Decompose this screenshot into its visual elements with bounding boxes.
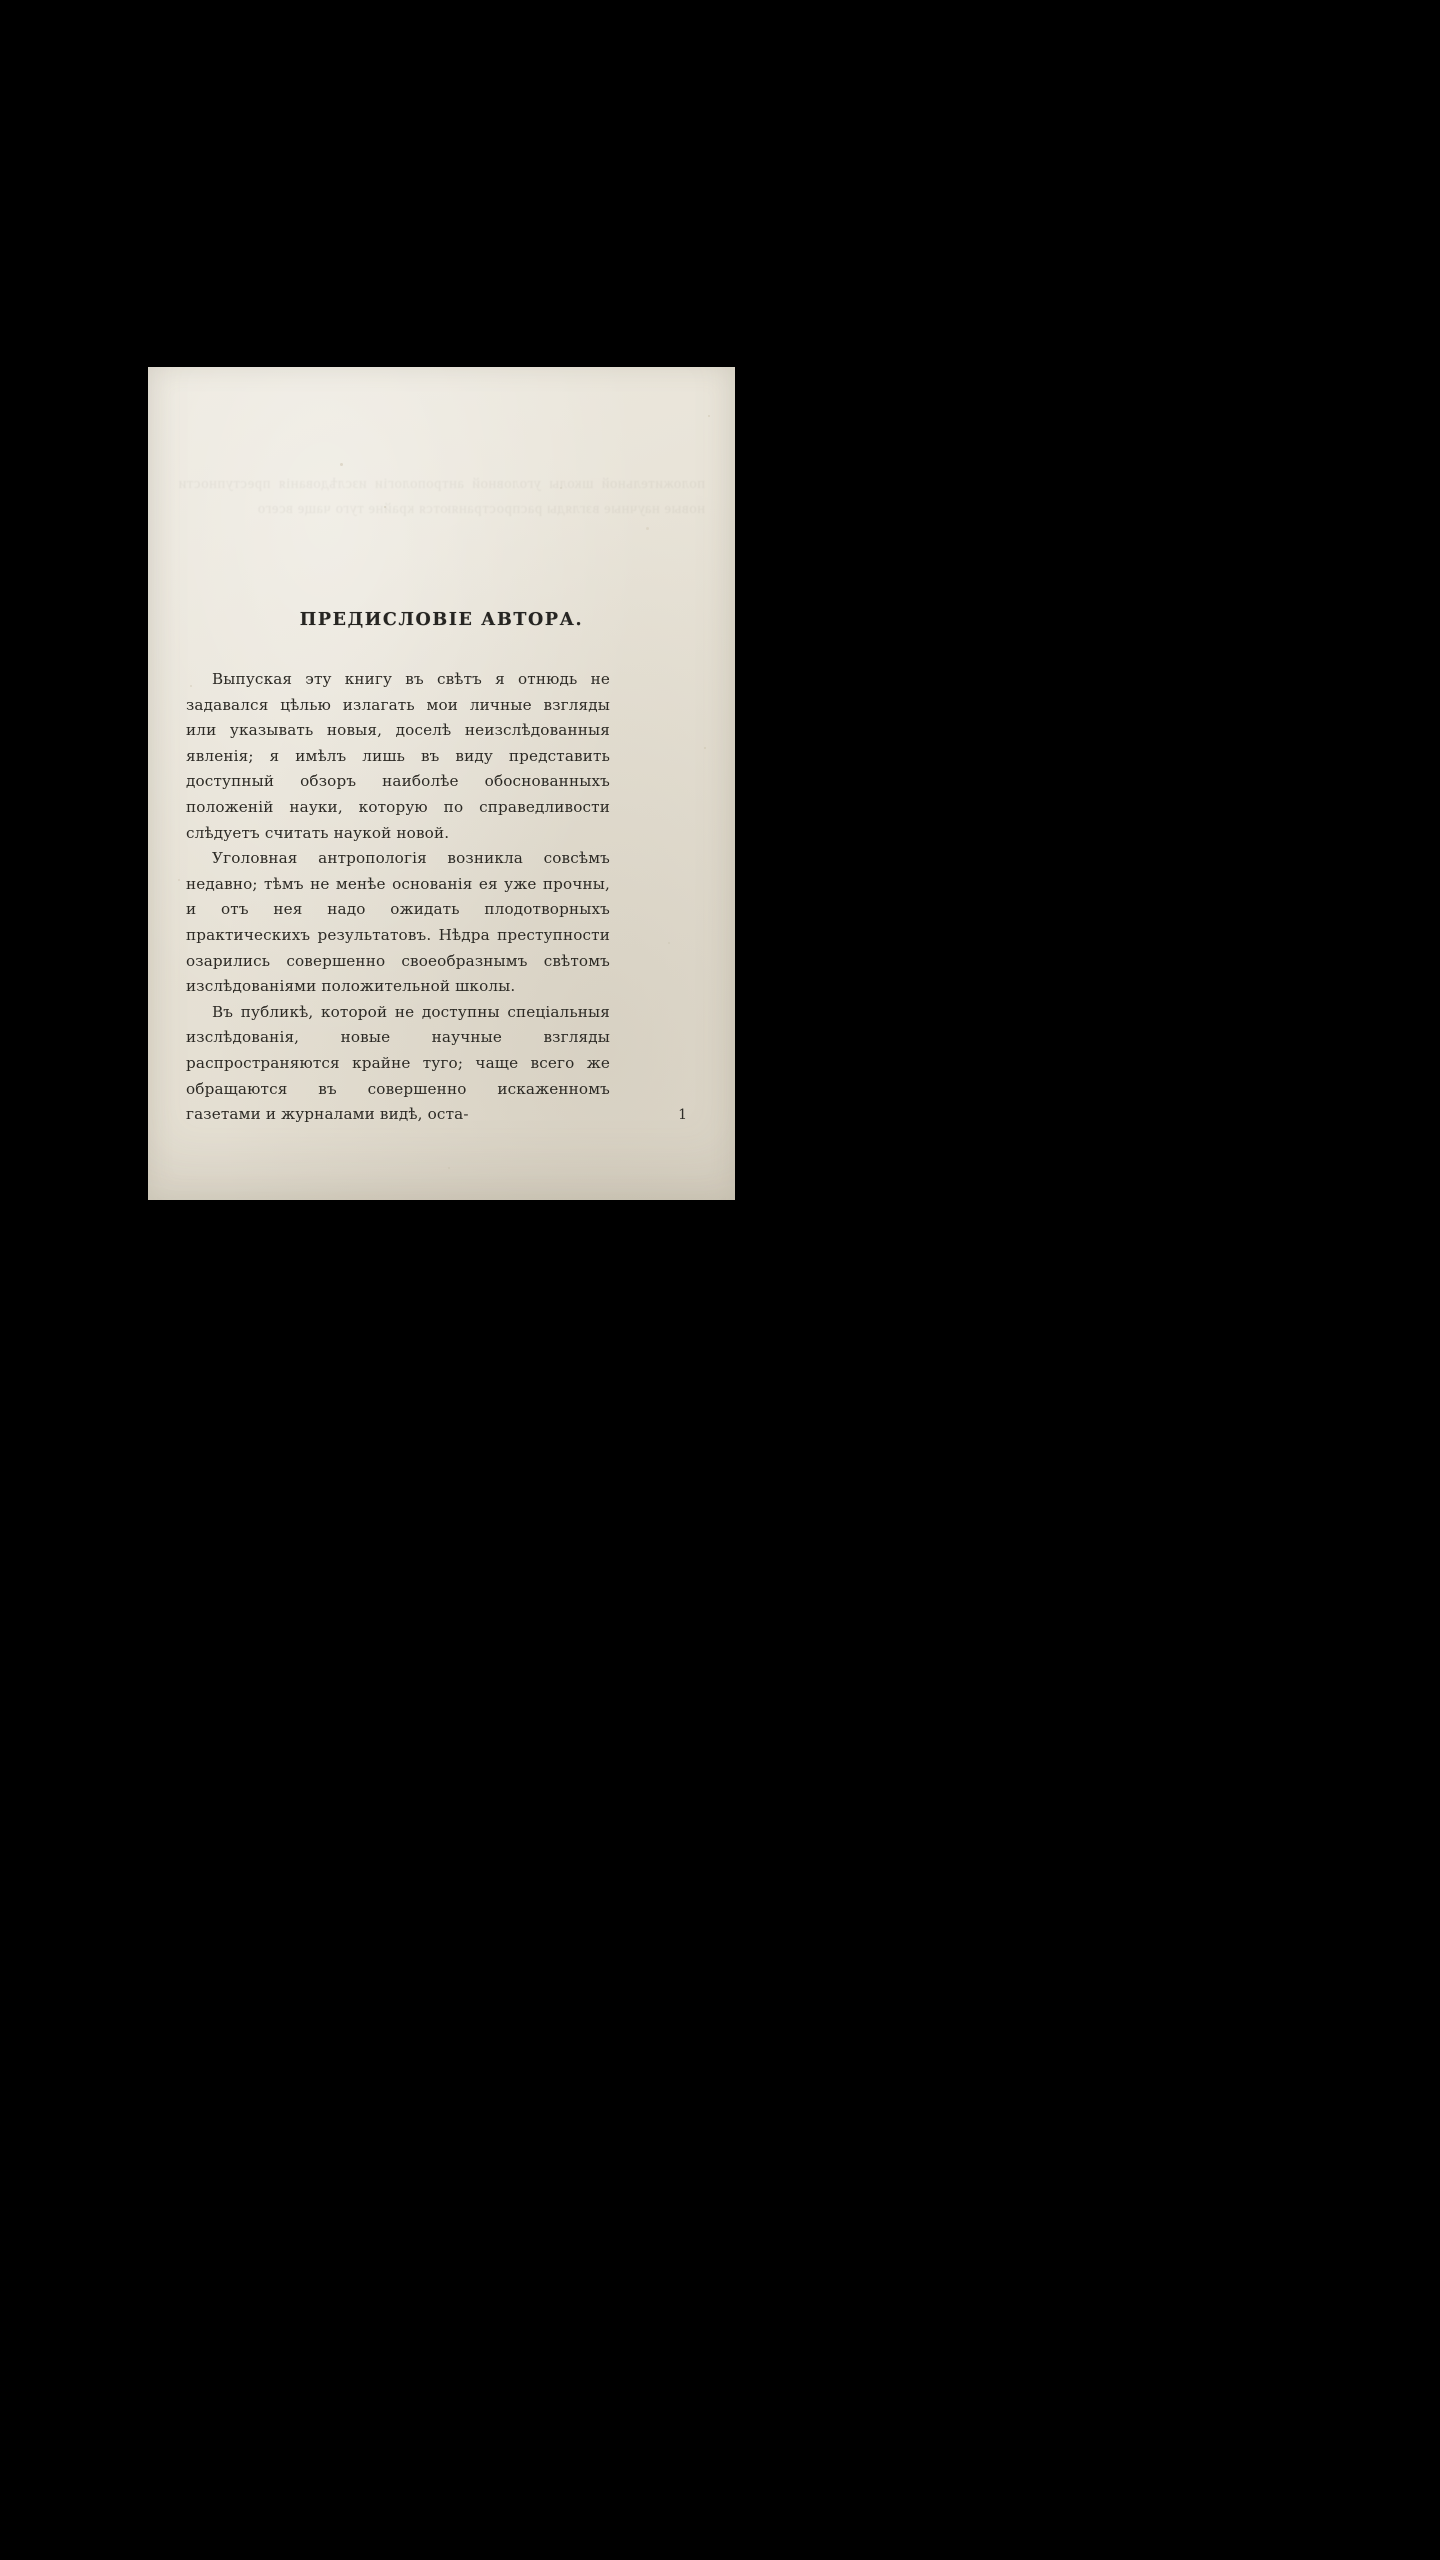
body-text xyxy=(186,667,610,1128)
paragraph: Выпуская эту книгу въ свѣтъ я отнюдь не задавался цѣлью излагать мои личные взгляды или указывать новыя, доселѣ неизслѣдованныя явленiя; я имѣлъ лишь въ виду представить доступный обзоръ наиболѣе обоснованныхъ положенiй науки, которую по справедливости слѣдуетъ считать наукой новой. xyxy=(186,670,610,842)
page-title: ПРЕДИСЛОВIЕ АВТОРА. xyxy=(299,610,584,630)
page-content xyxy=(148,367,735,1200)
page-showthrough-text: положительной школы уголовной антропологiи изслѣдованiя преступности новые научные взгляды распространяются крайне туго чаще всего xyxy=(178,476,705,517)
page-number: 1 xyxy=(678,1107,687,1123)
paragraph: Въ публикѣ, которой не доступны спецiальныя изслѣдованiя, новые научные взгляды распространяются крайне туго; чаще всего же обращаются въ совершенно искаженномъ газетами и журналами видѣ, оста- xyxy=(186,1002,610,1124)
book-page xyxy=(148,367,735,1200)
paragraph: Уголовная антропологiя возникла совсѣмъ недавно; тѣмъ не менѣе основанiя ея уже прочны, и отъ нея надо ожидать плодотворныхъ практическихъ результатовъ. Нѣдра преступности озарились совершенно своеобразнымъ свѣтомъ изслѣдованiями положительной школы. xyxy=(186,849,610,996)
